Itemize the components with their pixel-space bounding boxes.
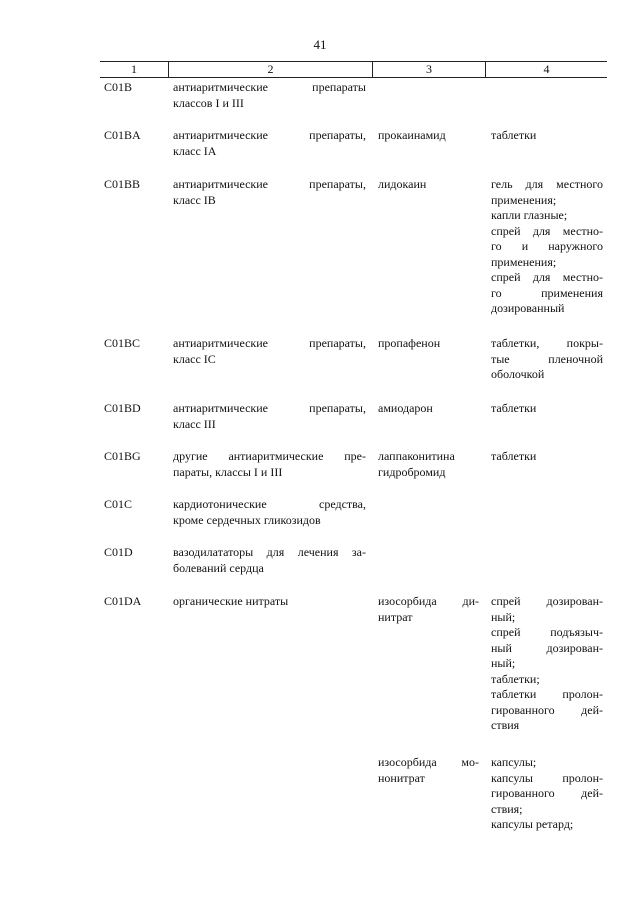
dosage-forms-cell — [485, 545, 607, 576]
table-row — [100, 128, 607, 159]
cell-line: го применения — [491, 285, 603, 300]
dosage-forms-cell — [485, 755, 607, 833]
group-name-cell — [168, 80, 372, 111]
cell-line: капсулы; — [491, 755, 537, 769]
cell-line: спрей для местно- — [491, 270, 603, 284]
cell-line: капсулы ретард; — [491, 817, 574, 831]
cell-line: спрей дозирован- — [491, 594, 603, 608]
atc-code-cell: C01BA — [104, 128, 141, 142]
cell-line: класс IB — [173, 192, 216, 207]
group-name-cell — [168, 449, 372, 480]
cell-line: класс IC — [173, 351, 216, 366]
cell-line: изосорбида ди- — [378, 594, 479, 608]
cell-line: ный; — [491, 609, 516, 624]
group-name-cell — [168, 401, 372, 432]
cell-line: антиаритмические препараты, — [173, 128, 366, 142]
table-row — [100, 336, 607, 383]
table-header — [100, 61, 607, 78]
dosage-forms-cell — [485, 497, 607, 528]
cell-line: гель для местного — [491, 177, 603, 191]
group-name-cell — [168, 128, 372, 159]
cell-line: таблетки, покры- — [491, 336, 603, 350]
cell-line: кардиотонические средства, — [173, 497, 366, 511]
cell-line: пропафенон — [378, 336, 441, 350]
cell-line: антиаритмические препараты, — [173, 401, 366, 415]
cell-line: прокаинамид — [378, 128, 446, 142]
column-header-4: 4 — [485, 62, 607, 77]
cell-line: таблетки; — [491, 671, 540, 686]
cell-line: ный дозирован- — [491, 640, 603, 655]
cell-line: класс III — [173, 416, 216, 431]
cell-line: нитрат — [378, 609, 413, 624]
table-row — [100, 401, 607, 432]
cell-line: спрей для местно- — [491, 223, 603, 238]
column-header-2: 2 — [168, 62, 372, 77]
cell-line: таблетки пролон- — [491, 687, 603, 701]
group-name-cell — [168, 545, 372, 576]
cell-line: дозированный — [491, 301, 565, 315]
atc-code-cell: C01B — [104, 80, 133, 94]
cell-line: параты, классы I и III — [173, 464, 283, 479]
drug-name-cell — [372, 497, 485, 528]
group-name-cell — [168, 755, 372, 833]
cell-line: ный; — [491, 656, 516, 670]
atc-code-cell: C01BG — [104, 449, 141, 463]
cell-line: антиаритмические препараты — [173, 80, 366, 94]
cell-line: ствия — [491, 718, 520, 732]
cell-line: го и наружного — [491, 239, 603, 253]
cell-line: лидокаин — [378, 177, 427, 191]
table-row — [100, 80, 607, 111]
dosage-forms-cell — [485, 177, 607, 317]
column-header-1: 1 — [131, 62, 137, 76]
dosage-forms-cell — [485, 401, 607, 432]
atc-code-cell: C01D — [104, 545, 133, 559]
cell-line: гидробромид — [378, 464, 446, 479]
dosage-forms-cell — [485, 336, 607, 383]
group-name-cell — [168, 497, 372, 528]
dosage-forms-cell — [485, 128, 607, 159]
cell-line: нонитрат — [378, 770, 425, 785]
cell-line: класс IA — [173, 143, 217, 158]
atc-code-cell: C01BC — [104, 336, 141, 350]
table-row — [100, 594, 607, 734]
drug-name-cell — [372, 755, 485, 833]
group-name-cell — [168, 336, 372, 383]
cell-line: амиодарон — [378, 401, 433, 415]
cell-line: изосорбида мо- — [378, 755, 479, 769]
cell-line: ствия; — [491, 801, 523, 816]
cell-line: лаппаконитина — [378, 449, 455, 463]
dosage-forms-cell — [485, 80, 607, 111]
cell-line: таблетки — [491, 128, 537, 142]
drug-name-cell — [372, 594, 485, 734]
drug-name-cell — [372, 80, 485, 111]
cell-line: капли глазные; — [491, 208, 568, 222]
cell-line: применения; — [491, 254, 557, 269]
cell-line: таблетки — [491, 449, 537, 463]
cell-line: органические нитраты — [173, 594, 289, 608]
drug-name-cell — [372, 449, 485, 480]
table-row — [100, 177, 607, 317]
cell-line: другие антиаритмические пре- — [173, 449, 366, 463]
drug-name-cell — [372, 177, 485, 317]
cell-line: болеваний сердца — [173, 560, 264, 575]
group-name-cell — [168, 177, 372, 317]
drug-name-cell — [372, 128, 485, 159]
cell-line: классов I и III — [173, 95, 244, 110]
cell-line: применения; — [491, 192, 557, 207]
drug-name-cell — [372, 336, 485, 383]
column-header-3: 3 — [372, 62, 485, 77]
cell-line: гированного дей- — [491, 702, 603, 717]
table-row — [100, 545, 607, 576]
table-row — [100, 449, 607, 480]
dosage-forms-cell — [485, 449, 607, 480]
cell-line: гированного дей- — [491, 786, 603, 800]
table-row — [100, 755, 607, 833]
cell-line: спрей подъязыч- — [491, 625, 603, 639]
dosage-forms-cell — [485, 594, 607, 734]
atc-code-cell — [100, 755, 168, 833]
atc-code-cell: C01BD — [104, 401, 141, 415]
drug-name-cell — [372, 545, 485, 576]
atc-code-cell: C01BB — [104, 177, 141, 191]
page-number: 41 — [313, 37, 327, 52]
cell-line: таблетки — [491, 401, 537, 415]
cell-line: оболочкой — [491, 367, 545, 381]
atc-code-cell: C01DA — [104, 594, 142, 608]
cell-line: антиаритмические препараты, — [173, 336, 366, 350]
group-name-cell — [168, 594, 372, 734]
table-row — [100, 497, 607, 528]
cell-line: капсулы пролон- — [491, 770, 603, 785]
drug-name-cell — [372, 401, 485, 432]
cell-line: вазодилататоры для лечения за- — [173, 545, 366, 559]
cell-line: кроме сердечных гликозидов — [173, 512, 321, 527]
cell-line: антиаритмические препараты, — [173, 177, 366, 191]
atc-code-cell: C01C — [104, 497, 133, 511]
cell-line: тые пленочной — [491, 351, 603, 366]
